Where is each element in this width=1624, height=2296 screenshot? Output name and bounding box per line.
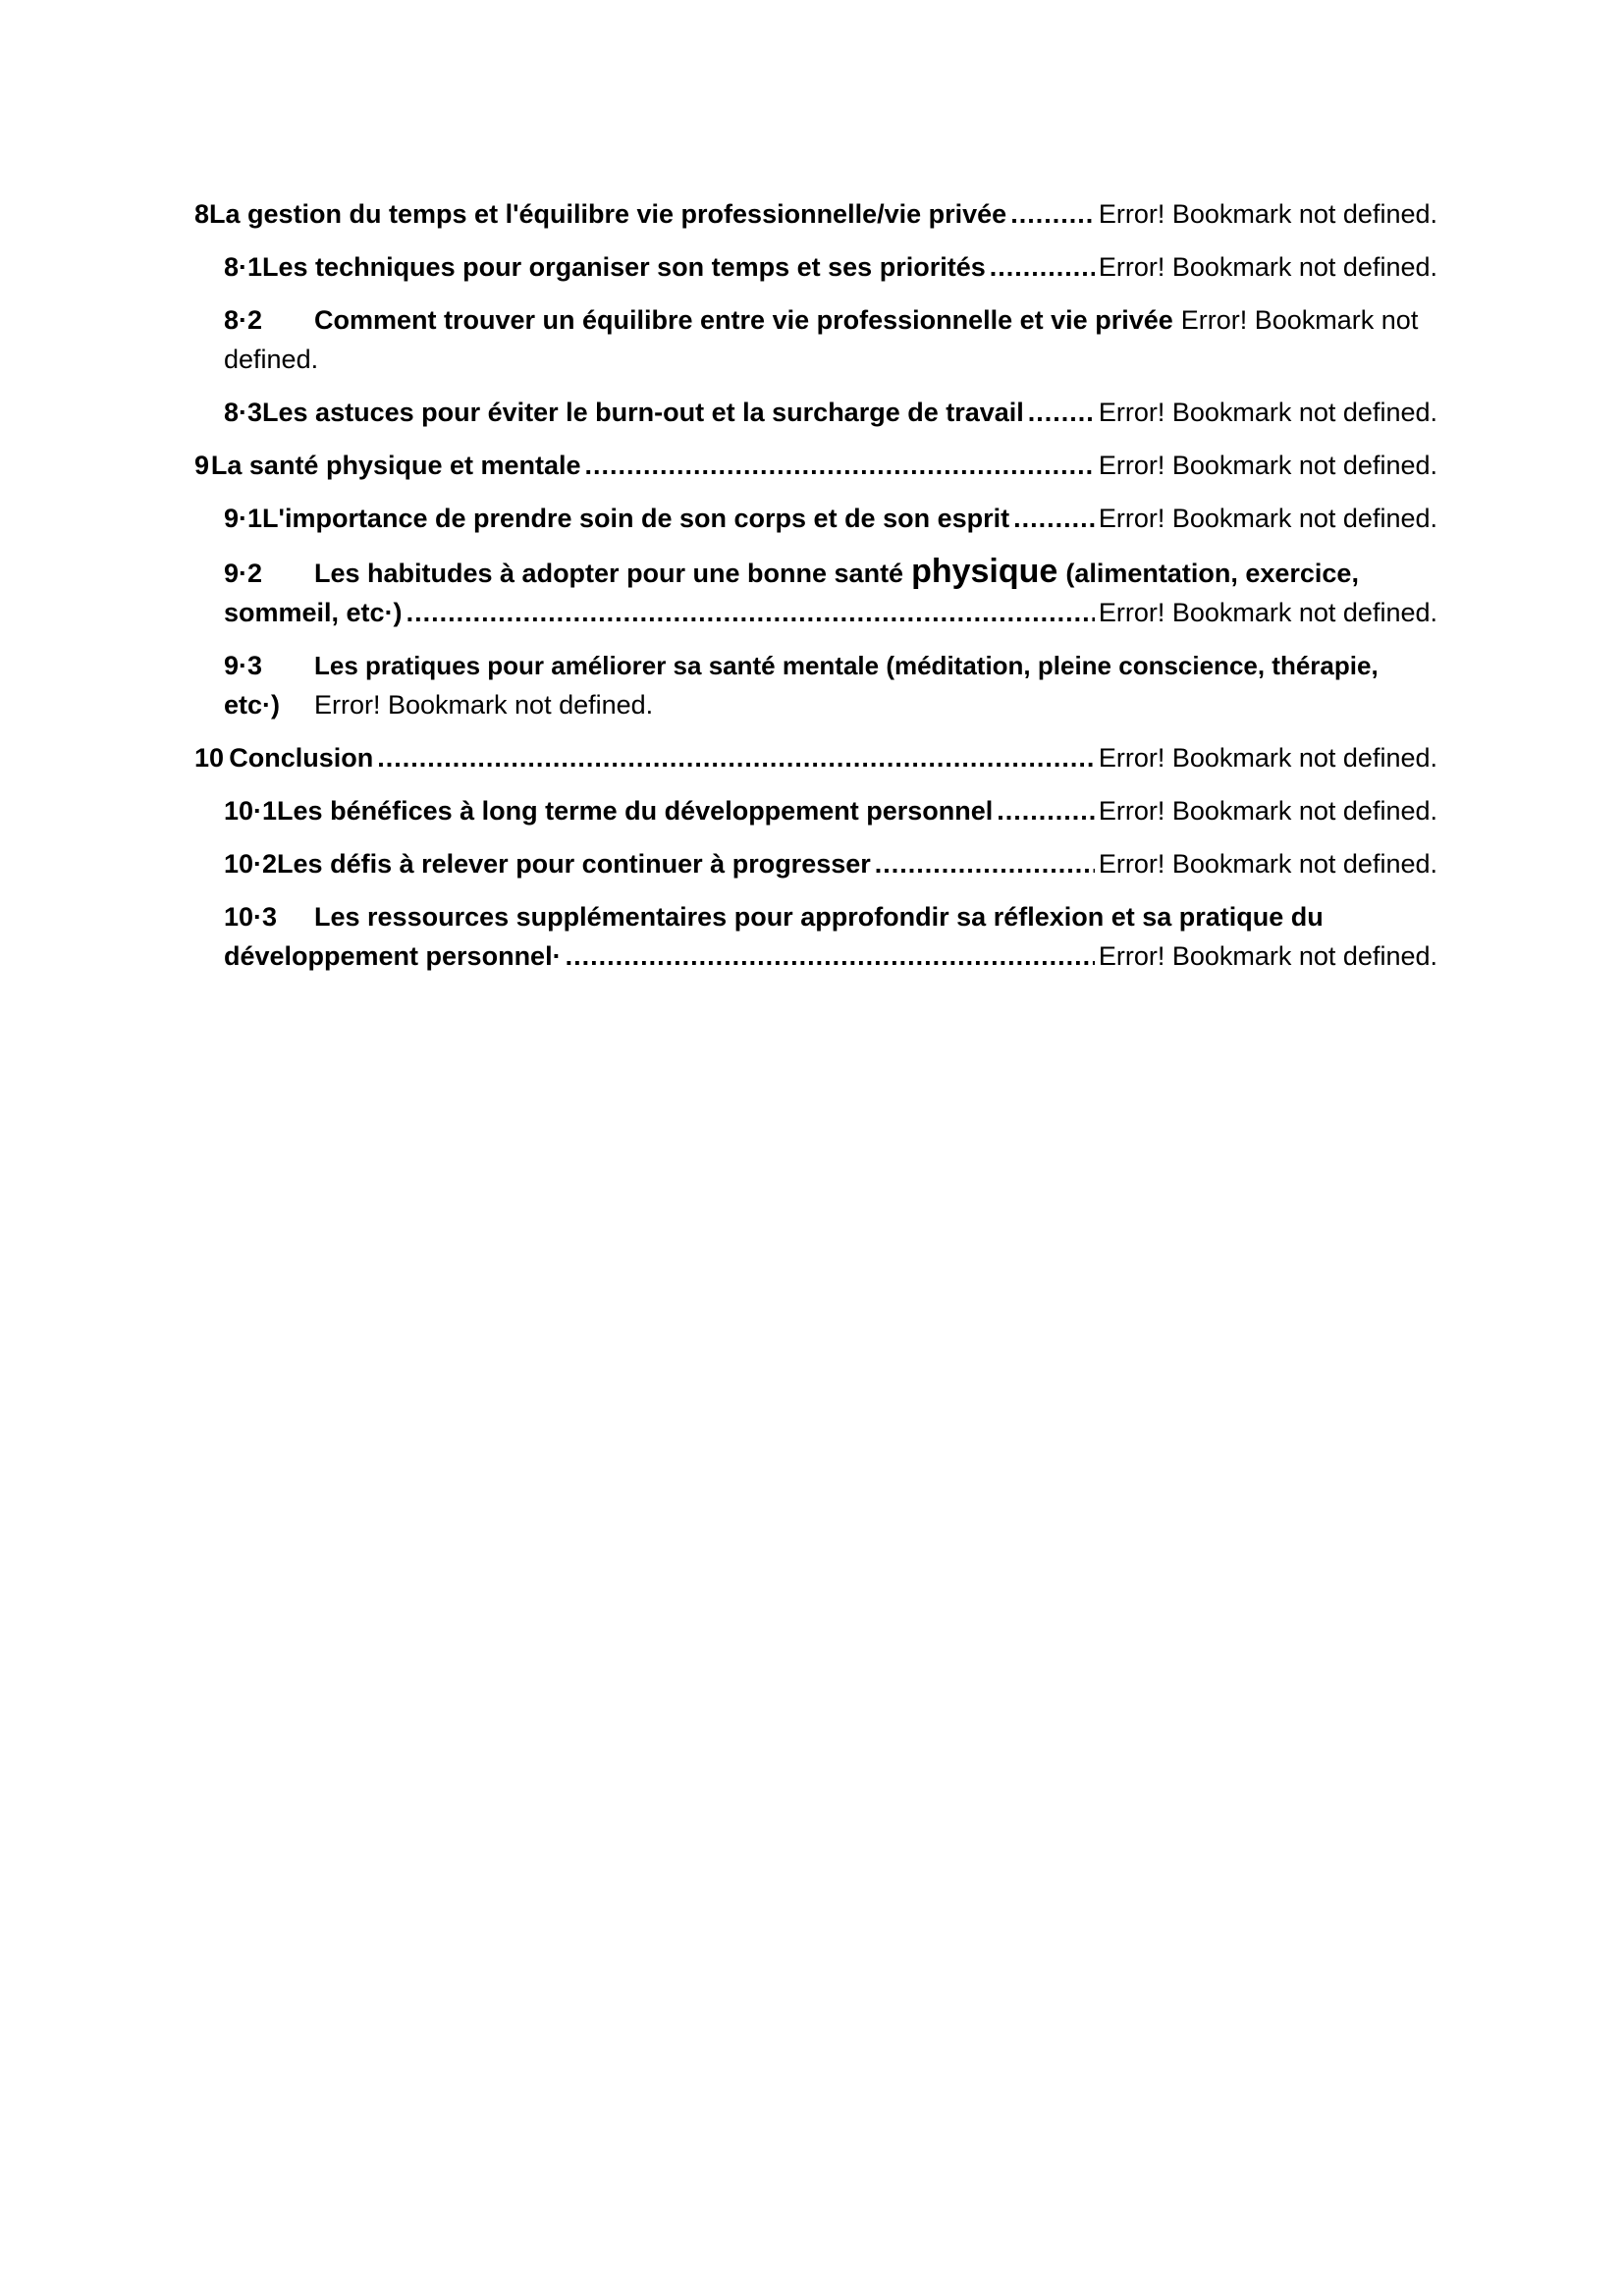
- toc-page-ref: Error! Bookmark not defined.: [1098, 941, 1437, 971]
- dot-leader: [990, 247, 1095, 287]
- toc-title-emphasis: physique: [911, 553, 1058, 590]
- toc-entry-9-2[interactable]: [194, 552, 1437, 632]
- toc-page-ref-continued: defined.: [224, 345, 319, 374]
- toc-title: Les techniques pour organiser son temps et ses priorités: [262, 252, 986, 282]
- toc-number: 8·2: [224, 305, 263, 335]
- toc-page-ref: Error! Bookmark not defined.: [1098, 398, 1437, 427]
- toc-title: L'importance de prendre soin de son corps et de son esprit: [262, 504, 1010, 533]
- toc-entry-9-3[interactable]: [194, 646, 1437, 724]
- toc-title: La gestion du temps et l'équilibre vie professionnelle/vie privée: [209, 199, 1007, 229]
- toc-page-ref: Error! Bookmark not defined.: [1098, 743, 1437, 773]
- dot-leader: [377, 738, 1095, 777]
- table-of-contents: [194, 194, 1437, 989]
- toc-number: 8: [194, 199, 210, 229]
- toc-entry-8-2[interactable]: [194, 300, 1437, 379]
- toc-number: 10: [194, 743, 225, 773]
- toc-number: 9·1: [224, 504, 263, 533]
- toc-page-ref: Error! Bookmark not defined.: [1098, 598, 1437, 627]
- toc-page-ref: Error! Bookmark not defined.: [1098, 451, 1437, 480]
- toc-page-ref: Error! Bookmark not defined.: [1098, 199, 1437, 229]
- dot-leader: [585, 446, 1095, 485]
- toc-title: Les astuces pour éviter le burn-out et la surcharge de travail: [262, 398, 1024, 427]
- toc-page-ref: Error! Bookmark not: [1180, 305, 1419, 335]
- toc-title-continued: (alimentation, exercice,: [1065, 559, 1359, 588]
- toc-title: Comment trouver un équilibre entre vie professionnelle et vie privée: [314, 305, 1173, 335]
- dot-leader: [406, 593, 1095, 632]
- toc-page-ref: Error! Bookmark not defined.: [1098, 252, 1437, 282]
- toc-entry-10-2[interactable]: [194, 844, 1437, 883]
- toc-entry-10-3[interactable]: [194, 897, 1437, 976]
- toc-title: Les bénéfices à long terme du développement personnel: [277, 796, 994, 826]
- toc-number: 8·3: [224, 398, 263, 427]
- toc-title-continued: développement personnel·: [224, 941, 562, 971]
- toc-title: Les pratiques pour améliorer sa santé mentale (méditation, pleine conscience, thérapie,: [314, 651, 1379, 680]
- toc-entry-10[interactable]: [194, 738, 1437, 777]
- toc-page-ref: Error! Bookmark not defined.: [314, 690, 654, 720]
- toc-entry-10-1[interactable]: [194, 791, 1437, 830]
- toc-number: 8·1: [224, 252, 263, 282]
- toc-page-ref: Error! Bookmark not defined.: [1098, 504, 1437, 533]
- toc-entry-8[interactable]: [194, 194, 1437, 234]
- toc-number: 10·2: [224, 849, 278, 879]
- toc-entry-9[interactable]: [194, 446, 1437, 485]
- toc-entry-9-1[interactable]: [194, 499, 1437, 538]
- dot-leader: [1013, 499, 1095, 538]
- toc-title: Les habitudes à adopter pour une bonne santé: [314, 559, 904, 588]
- toc-entry-8-3[interactable]: [194, 393, 1437, 432]
- dot-leader: [997, 791, 1095, 830]
- toc-title: Conclusion: [229, 743, 374, 773]
- toc-number: 9·2: [224, 559, 263, 588]
- dot-leader: [875, 844, 1095, 883]
- dot-leader: [1028, 393, 1095, 432]
- toc-title-continued: sommeil, etc·): [224, 598, 403, 627]
- toc-number: 10·1: [224, 796, 278, 826]
- toc-title: Les ressources supplémentaires pour approfondir sa réflexion et sa pratique du: [314, 902, 1324, 932]
- toc-page-ref: Error! Bookmark not defined.: [1098, 849, 1437, 879]
- toc-entry-8-1[interactable]: [194, 247, 1437, 287]
- dot-leader: [1010, 194, 1095, 234]
- toc-number: 10·3: [224, 902, 278, 932]
- toc-title: Les défis à relever pour continuer à progresser: [277, 849, 871, 879]
- toc-number: 9: [194, 451, 210, 480]
- toc-page-ref: Error! Bookmark not defined.: [1098, 796, 1437, 826]
- toc-title: La santé physique et mentale: [210, 451, 581, 480]
- dot-leader: [566, 936, 1095, 976]
- toc-title-continued: etc·): [224, 690, 281, 720]
- toc-number: 9·3: [224, 651, 263, 680]
